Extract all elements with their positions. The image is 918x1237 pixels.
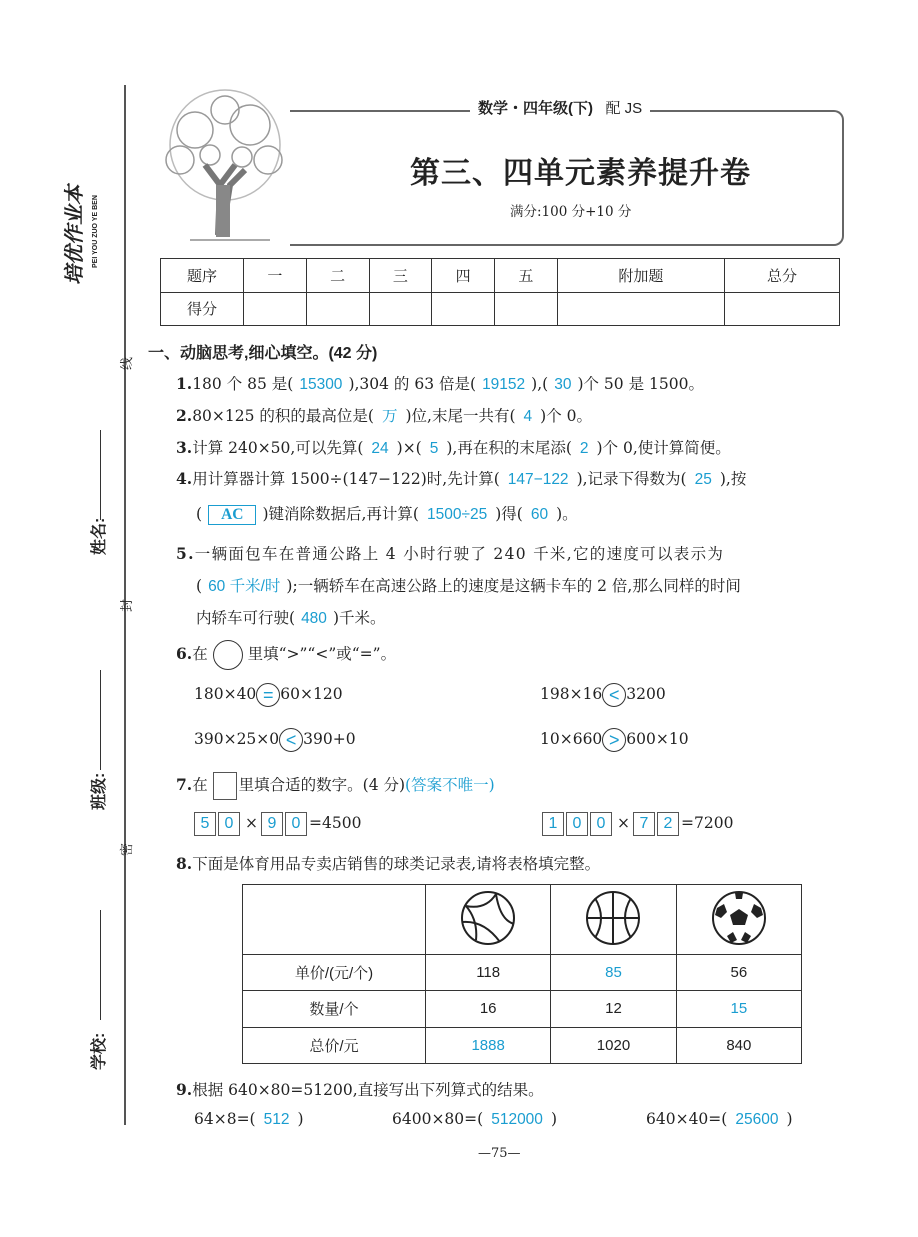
question-4-cont (196, 502, 578, 525)
row-label: 数量/个 (243, 991, 426, 1027)
answer-note: (答案不唯一) (405, 776, 495, 794)
volleyball-cell (426, 885, 551, 955)
answer[interactable]: 万 (381, 408, 398, 425)
digit-box[interactable]: 0 (590, 812, 612, 836)
score-header: 四 (432, 259, 495, 293)
q-text: )。 (556, 505, 578, 523)
answer[interactable]: 147−122 (507, 471, 569, 488)
compare-sign[interactable]: > (602, 728, 626, 752)
digit-equation-left: 5 0 × 9 0 =4500 (194, 812, 361, 836)
compare-right: 600×10 (626, 730, 689, 748)
score-table (160, 258, 840, 326)
digit-box[interactable]: 1 (542, 812, 564, 836)
question-7 (176, 772, 495, 800)
q-text: 里填合适的数字。(4 分) (238, 776, 406, 794)
answer[interactable]: 4 (523, 408, 533, 425)
score-header: 三 (369, 259, 432, 293)
basketball-cell (551, 885, 676, 955)
q-text: )千米。 (332, 609, 386, 627)
ball-row (243, 1027, 802, 1063)
answer[interactable]: 25600 (735, 1111, 779, 1128)
ac-key-answer[interactable]: AC (208, 505, 256, 525)
cell-value: 118 (426, 955, 551, 991)
q-text: 下面是体育用品专卖店销售的球类记录表,请将表格填完整。 (192, 855, 601, 873)
q-text: 内轿车可行驶( (196, 609, 296, 627)
compare-sign[interactable]: < (279, 728, 303, 752)
row-label: 总价/元 (243, 1027, 426, 1063)
name-label: 姓名: (91, 517, 108, 555)
digit-box[interactable]: 9 (261, 812, 283, 836)
blank-square-icon (213, 772, 237, 800)
score-cell[interactable] (724, 292, 839, 326)
score-row (161, 292, 840, 326)
question-4 (176, 467, 746, 489)
seal-mark: 封 (119, 598, 134, 612)
tree-illustration (150, 85, 300, 245)
football-icon (707, 890, 771, 946)
section-heading: 一、动脑思考,细心填空。(42 分) (148, 345, 378, 362)
q-text: )个 0,使计算简便。 (596, 439, 731, 457)
answer[interactable]: 2 (579, 440, 589, 457)
q-text: )位,末尾一共有( (405, 407, 516, 425)
school-field[interactable] (100, 910, 102, 1020)
question-2 (176, 404, 592, 426)
name-field[interactable] (100, 430, 102, 520)
question-5-cont2 (196, 606, 386, 628)
row-label: 单价/(元/个) (243, 955, 426, 991)
digit-box[interactable]: 0 (218, 812, 240, 836)
answer[interactable]: 1500÷25 (426, 506, 488, 523)
q-text: ),记录下得数为( (576, 470, 687, 488)
answer[interactable]: 25 (694, 471, 712, 488)
score-cell[interactable] (306, 292, 369, 326)
digit-equation-right: 1 0 0 × 7 2 =7200 (542, 812, 733, 836)
full-score: 满分:100 分+10 分 (510, 204, 632, 220)
class-label: 班级: (91, 772, 108, 810)
compare-item (540, 728, 689, 752)
q-text: ),按 (719, 470, 747, 488)
q-text: ),( (531, 375, 549, 393)
q-text: ( (196, 505, 203, 523)
q-text: 在 (192, 776, 208, 794)
answer[interactable]: 60 (530, 506, 549, 523)
q-text: 180 个 85 是( (192, 375, 294, 393)
answer[interactable]: 480 (301, 610, 327, 627)
score-header: 五 (495, 259, 558, 293)
cell-value: 1020 (551, 1027, 676, 1063)
score-row-label: 得分 (161, 292, 244, 326)
q-number: 7. (176, 775, 193, 794)
edition: 配 JS (605, 100, 643, 117)
digit-box[interactable]: 7 (633, 812, 655, 836)
digit-box[interactable]: 0 (566, 812, 588, 836)
close-paren: ) (297, 1110, 304, 1128)
q-text: )得( (495, 505, 523, 523)
q-text: 根据 640×80=51200,直接写出下列算式的结果。 (192, 1081, 544, 1099)
q-text: ),304 的 63 倍是( (348, 375, 477, 393)
football-cell (676, 885, 801, 955)
q-number: 1. (176, 374, 193, 393)
score-cell[interactable] (244, 292, 307, 326)
score-header: 附加题 (557, 259, 724, 293)
cell-value: 12 (551, 991, 676, 1027)
page-title: 第三、四单元素养提升卷 (410, 156, 751, 191)
q-text: )×( (396, 439, 422, 457)
question-3 (176, 436, 731, 458)
empty-corner (243, 885, 426, 955)
ball-row (243, 955, 802, 991)
q-text: 里填“>”“<”或“=”。 (247, 645, 397, 663)
calc-item (392, 1110, 557, 1129)
q-number: 2. (176, 406, 193, 425)
calc-item (646, 1110, 793, 1129)
q-text: 用计算器计算 1500÷(147−122)时,先计算( (192, 470, 500, 488)
calc-expression: 64×8=( (194, 1110, 256, 1128)
cell-answer[interactable]: 15 (676, 991, 801, 1027)
q-text: ( (196, 577, 203, 595)
school-label: 学校: (91, 1032, 108, 1070)
q-number: 8. (176, 854, 193, 873)
question-5 (176, 542, 724, 564)
score-header: 一 (244, 259, 307, 293)
q-number: 6. (176, 644, 193, 663)
question-8 (176, 852, 600, 874)
answer[interactable]: 512000 (491, 1111, 543, 1128)
calc-item (194, 1110, 304, 1129)
score-cell[interactable] (432, 292, 495, 326)
answer[interactable]: 60 千米/时 (208, 578, 281, 595)
equation-result: =4500 (309, 814, 362, 832)
q-text: 计算 240×50,可以先算( (192, 439, 364, 457)
subject: 数学・四年级(下) (478, 100, 593, 117)
cell-answer[interactable]: 85 (551, 955, 676, 991)
compare-sign[interactable]: = (256, 683, 280, 707)
q-text: );一辆轿车在高速公路上的速度是这辆卡车的 2 倍,那么同样的时间 (286, 577, 741, 595)
q-text: 一辆面包车在普通公路上 4 小时行驶了 240 千米,它的速度可以表示为 (194, 545, 725, 563)
cell-value: 56 (676, 955, 801, 991)
ball-sales-table (242, 884, 802, 1064)
q-text: 80×125 的积的最高位是( (192, 407, 374, 425)
ball-row (243, 991, 802, 1027)
compare-item (194, 683, 343, 707)
score-header: 总分 (724, 259, 839, 293)
calc-expression: 640×40=( (646, 1110, 728, 1128)
cell-value: 840 (676, 1027, 801, 1063)
compare-item (194, 728, 356, 752)
cell-answer[interactable]: 1888 (426, 1027, 551, 1063)
q-text: 在 (192, 645, 208, 663)
volleyball-icon (456, 890, 520, 946)
q-text: )个 0。 (540, 407, 592, 425)
compare-left: 198×16 (540, 685, 603, 703)
digit-box[interactable]: 2 (657, 812, 679, 836)
basketball-icon (581, 890, 645, 946)
q-number: 5. (176, 544, 195, 563)
answer[interactable]: 19152 (482, 376, 526, 393)
q-number: 3. (176, 438, 193, 457)
equation-result: =7200 (681, 814, 734, 832)
answer[interactable]: 30 (554, 376, 572, 393)
question-9 (176, 1078, 544, 1100)
score-cell[interactable] (495, 292, 558, 326)
score-cell[interactable] (369, 292, 432, 326)
line-mark: 线 (119, 356, 134, 370)
answer[interactable]: 15300 (299, 376, 343, 393)
compare-left: 10×660 (540, 730, 603, 748)
page-number: —75— (478, 1146, 521, 1161)
class-field[interactable] (100, 670, 102, 770)
compare-right: 390+0 (303, 730, 356, 748)
secret-mark: 密 (119, 842, 134, 856)
q-number: 9. (176, 1080, 193, 1099)
answer[interactable]: 5 (429, 440, 439, 457)
question-5-cont (196, 574, 741, 596)
q-text: )键消除数据后,再计算( (262, 505, 419, 523)
question-6 (176, 640, 396, 670)
digit-box[interactable]: 0 (285, 812, 307, 836)
blank-circle-icon (213, 640, 243, 670)
q-number: 4. (176, 469, 193, 488)
compare-right: 3200 (626, 685, 666, 703)
score-header: 二 (306, 259, 369, 293)
q-text: )个 50 是 1500。 (577, 375, 704, 393)
compare-right: 60×120 (280, 685, 343, 703)
subject-header (470, 97, 650, 118)
answer[interactable]: 24 (371, 440, 389, 457)
score-header: 题序 (161, 259, 244, 293)
brand-logo (50, 150, 110, 290)
brand-text: 培优作业本 (64, 185, 86, 285)
compare-left: 180×40 (194, 685, 257, 703)
cell-value: 16 (426, 991, 551, 1027)
brand-en: PEI YOU ZUO YE BEN (92, 195, 99, 268)
digit-box[interactable]: 5 (194, 812, 216, 836)
compare-sign[interactable]: < (602, 683, 626, 707)
question-1 (176, 372, 704, 394)
close-paren: ) (550, 1110, 557, 1128)
ball-header-row (243, 885, 802, 955)
score-cell[interactable] (557, 292, 724, 326)
close-paren: ) (786, 1110, 793, 1128)
q-text: ),再在积的末尾添( (446, 439, 572, 457)
answer[interactable]: 512 (263, 1111, 290, 1128)
compare-item (540, 683, 666, 707)
calc-expression: 6400×80=( (392, 1110, 484, 1128)
compare-left: 390×25×0 (194, 730, 280, 748)
score-header-row (161, 259, 840, 293)
